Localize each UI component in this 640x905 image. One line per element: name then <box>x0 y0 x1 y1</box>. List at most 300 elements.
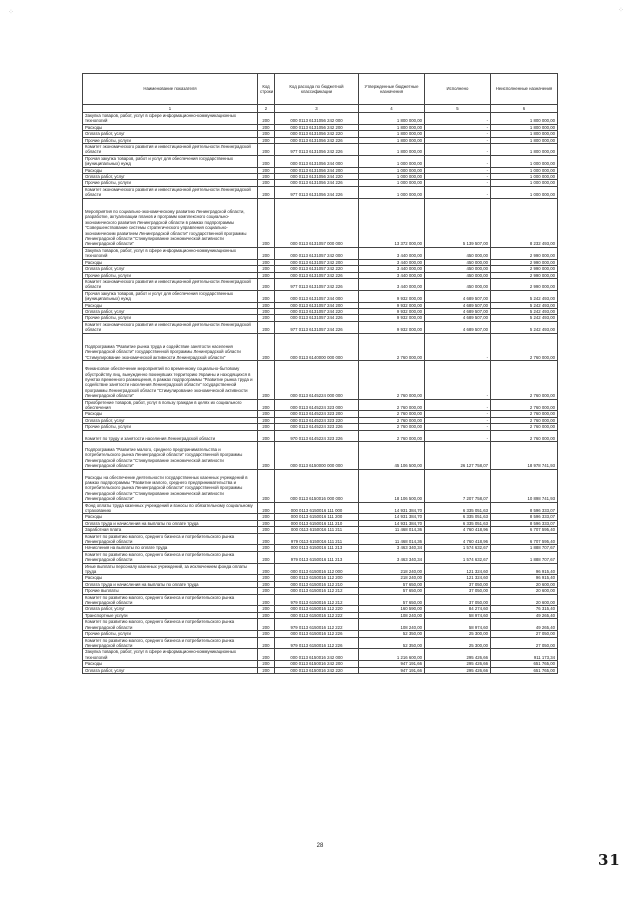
row-approved: 1 000 000,00 <box>359 174 425 180</box>
row-executed: 6 335 051,63 <box>425 514 491 520</box>
table-row <box>83 144 558 156</box>
row-name: Прочие работы, услуги <box>83 180 258 186</box>
row-unexecuted: 1 000 000,00 <box>491 167 558 173</box>
col-number: 6 <box>491 105 558 113</box>
row-line-code: 200 <box>258 520 275 526</box>
row-approved: 2 760 000,00 <box>359 417 425 423</box>
row-executed: 37 050,00 <box>425 594 491 606</box>
row-approved: 11 468 014,36 <box>359 533 425 545</box>
row-name: Прочие работы, услуги <box>83 137 258 143</box>
row-unexecuted: 5 242 493,00 <box>491 308 558 314</box>
col-number: 4 <box>359 105 425 113</box>
row-line-code: 200 <box>258 649 275 661</box>
table-row <box>83 186 558 198</box>
row-unexecuted: 1 800 000,00 <box>491 124 558 130</box>
row-unexecuted: 8 596 333,07 <box>491 502 558 514</box>
row-expense-code: 000 0113 6131057 000 000 <box>275 198 359 247</box>
row-line-code: 200 <box>258 321 275 333</box>
row-expense-code: 000 0113 6131056 242 000 <box>275 113 359 125</box>
row-expense-code: 000 0113 6145224 323 200 <box>275 411 359 417</box>
row-unexecuted: 2 760 000,00 <box>491 399 558 411</box>
row-approved: 3 463 340,34 <box>359 551 425 563</box>
table-row <box>83 619 558 631</box>
row-expense-code: 000 0113 6131057 242 000 <box>275 247 359 259</box>
row-unexecuted: 2 760 000,00 <box>491 424 558 430</box>
row-line-code: 200 <box>258 144 275 156</box>
row-unexecuted: 1 000 000,00 <box>491 174 558 180</box>
row-line-code: 200 <box>258 399 275 411</box>
row-name: Транспортные услуги <box>83 612 258 618</box>
row-unexecuted: 20 600,00 <box>491 594 558 606</box>
table-row <box>83 321 558 333</box>
row-line-code: 200 <box>258 619 275 631</box>
row-expense-code: 000 0113 6131057 244 220 <box>275 308 359 314</box>
row-unexecuted: 8 596 333,07 <box>491 520 558 526</box>
row-executed: 4 689 507,00 <box>425 315 491 321</box>
row-name: Комитет по развитию малого, среднего бизнеса и потребительского рынка Ленинградской области <box>83 619 258 631</box>
table-row <box>83 155 558 167</box>
row-unexecuted: 27 050,00 <box>491 637 558 649</box>
row-unexecuted: 20 600,00 <box>491 588 558 594</box>
row-approved: 1 800 000,00 <box>359 113 425 125</box>
row-expense-code: 979 0113 6150016 112 212 <box>275 594 359 606</box>
row-line-code: 200 <box>258 290 275 302</box>
row-executed: - <box>425 333 491 361</box>
row-line-code: 200 <box>258 588 275 594</box>
row-name: Комитет экономического развития и инвестиционной деятельности Ленинградской области <box>83 278 258 290</box>
row-expense-code: 000 0113 6150016 112 000 <box>275 563 359 575</box>
row-name: Оплата работ, услуг <box>83 308 258 314</box>
row-unexecuted: 2 990 000,00 <box>491 278 558 290</box>
row-name: Комитет по развитию малого, среднего бизнеса и потребительского рынка Ленинградской области <box>83 594 258 606</box>
table-header-row <box>83 74 558 105</box>
row-name: Комитет по развитию малого, среднего бизнеса и потребительского рынка Ленинградской области <box>83 637 258 649</box>
row-approved: 3 463 340,34 <box>359 545 425 551</box>
row-unexecuted: 2 760 000,00 <box>491 361 558 399</box>
row-executed: 4 689 507,00 <box>425 308 491 314</box>
table-row <box>83 278 558 290</box>
row-executed: 450 000,00 <box>425 247 491 259</box>
row-executed: 450 000,00 <box>425 266 491 272</box>
row-expense-code: 000 0113 6150016 111 211 <box>275 527 359 533</box>
row-executed: 121 324,60 <box>425 575 491 581</box>
row-approved: 14 931 384,70 <box>359 502 425 514</box>
row-expense-code: 000 0113 6145224 323 226 <box>275 424 359 430</box>
row-unexecuted: 1 888 707,67 <box>491 551 558 563</box>
row-approved: 14 931 384,70 <box>359 520 425 526</box>
row-unexecuted: 1 888 707,67 <box>491 545 558 551</box>
row-unexecuted: 10 898 741,93 <box>491 469 558 502</box>
row-line-code: 200 <box>258 411 275 417</box>
row-expense-code: 000 0113 6131057 242 226 <box>275 272 359 278</box>
row-executed: - <box>425 430 491 441</box>
row-name: Закупка товаров, работ, услуг в сфере информационно-коммуникационных технологий <box>83 649 258 661</box>
row-unexecuted: 20 600,00 <box>491 581 558 587</box>
row-approved: 2 760 000,00 <box>359 424 425 430</box>
row-executed: 4 760 418,96 <box>425 527 491 533</box>
row-unexecuted: 1 000 000,00 <box>491 155 558 167</box>
row-executed: - <box>425 174 491 180</box>
row-approved: 218 240,00 <box>359 563 425 575</box>
row-line-code: 200 <box>258 551 275 563</box>
row-executed: - <box>425 361 491 399</box>
row-executed: 450 000,00 <box>425 259 491 265</box>
row-executed: 37 050,00 <box>425 581 491 587</box>
row-name: Заработная плата <box>83 527 258 533</box>
row-name: Прочие работы, услуги <box>83 631 258 637</box>
row-executed: - <box>425 180 491 186</box>
row-executed: - <box>425 411 491 417</box>
row-expense-code: 977 0113 6131057 242 226 <box>275 278 359 290</box>
row-approved: 9 932 000,00 <box>359 315 425 321</box>
row-executed: 25 300,00 <box>425 637 491 649</box>
row-line-code: 200 <box>258 469 275 502</box>
row-name: Расходы <box>83 167 258 173</box>
row-name: Комитет экономического развития и инвестиционной деятельности Ленинградской области <box>83 144 258 156</box>
row-executed: - <box>425 167 491 173</box>
row-line-code: 200 <box>258 155 275 167</box>
row-line-code: 200 <box>258 606 275 612</box>
row-name: Комитет по развитию малого, среднего бизнеса и потребительского рынка Ленинградской области <box>83 551 258 563</box>
row-unexecuted: 6 707 595,40 <box>491 533 558 545</box>
row-executed: 450 000,00 <box>425 278 491 290</box>
row-name: Расходы <box>83 514 258 520</box>
row-line-code: 200 <box>258 430 275 441</box>
header-executed: Исполнено <box>425 74 491 105</box>
row-name: Оплата труда и начисления на выплаты по оплате труда <box>83 581 258 587</box>
row-name: Оплата работ, услуг <box>83 266 258 272</box>
row-name: Оплата работ, услуг <box>83 667 258 673</box>
row-executed: - <box>425 131 491 137</box>
row-name: Оплата работ, услуг <box>83 417 258 423</box>
row-unexecuted: 651 765,00 <box>491 661 558 667</box>
row-line-code: 200 <box>258 180 275 186</box>
row-name: Закупка товаров, работ, услуг в сфере информационно-коммуникационных технологий <box>83 113 258 125</box>
row-unexecuted: 1 800 000,00 <box>491 144 558 156</box>
table-row <box>83 441 558 469</box>
table-row <box>83 520 558 526</box>
row-executed: 450 000,00 <box>425 272 491 278</box>
row-approved: 52 350,00 <box>359 637 425 649</box>
row-expense-code: 000 0113 6131056 244 200 <box>275 167 359 173</box>
row-executed: 4 689 507,00 <box>425 290 491 302</box>
col-number: 5 <box>425 105 491 113</box>
row-name: Расходы <box>83 302 258 308</box>
row-executed: 6 335 051,63 <box>425 502 491 514</box>
row-name: Прочие выплаты <box>83 588 258 594</box>
row-approved: 2 760 000,00 <box>359 361 425 399</box>
row-name: Расходы <box>83 411 258 417</box>
row-line-code: 200 <box>258 308 275 314</box>
row-unexecuted: 1 800 000,00 <box>491 131 558 137</box>
row-approved: 1 000 000,00 <box>359 167 425 173</box>
row-expense-code: 977 0113 6131057 244 226 <box>275 321 359 333</box>
row-name: Прочие работы, услуги <box>83 424 258 430</box>
row-line-code: 200 <box>258 514 275 520</box>
row-executed: - <box>425 137 491 143</box>
row-expense-code: 000 0113 6131057 242 200 <box>275 259 359 265</box>
row-unexecuted: 18 978 741,93 <box>491 441 558 469</box>
row-unexecuted: 651 765,00 <box>491 667 558 673</box>
row-name: Подпрограмма "Развитие малого, среднего предпринимательства и потребительского рынка Ленинградской области" государственной программы Ленинградской области "Стимулирование экономической активности Ленинградской области" <box>83 441 258 469</box>
row-expense-code: 000 0113 6145224 323 220 <box>275 417 359 423</box>
row-approved: 1 800 000,00 <box>359 144 425 156</box>
row-expense-code: 000 0113 6150016 111 213 <box>275 545 359 551</box>
col-number: 3 <box>275 105 359 113</box>
row-expense-code: 000 0113 6131056 244 226 <box>275 180 359 186</box>
row-unexecuted: 911 173,34 <box>491 649 558 661</box>
row-line-code: 200 <box>258 131 275 137</box>
row-name: Подпрограмма "Развитие рынка труда и содействие занятости населения Ленинградской области" государственной программы Ленинградской области "Стимулирование экономической активности Ленинградской области" <box>83 333 258 361</box>
row-name: Расходы <box>83 661 258 667</box>
row-approved: 160 590,00 <box>359 606 425 612</box>
table-row <box>83 198 558 247</box>
row-line-code: 200 <box>258 272 275 278</box>
table-row <box>83 113 558 125</box>
row-approved: 1 216 600,00 <box>359 649 425 661</box>
row-expense-code: 000 0113 6145224 323 000 <box>275 399 359 411</box>
row-approved: 3 440 000,00 <box>359 247 425 259</box>
row-approved: 9 932 000,00 <box>359 308 425 314</box>
sheet-stamp-number: 31 <box>598 851 621 869</box>
row-unexecuted: 2 760 000,00 <box>491 411 558 417</box>
row-expense-code: 000 0113 6131057 242 220 <box>275 266 359 272</box>
row-unexecuted: 2 990 000,00 <box>491 247 558 259</box>
row-line-code: 200 <box>258 417 275 423</box>
row-line-code: 200 <box>258 113 275 125</box>
row-expense-code: 000 0113 6131057 244 226 <box>275 315 359 321</box>
row-name: Расходы <box>83 259 258 265</box>
table-row <box>83 469 558 502</box>
table-row <box>83 545 558 551</box>
row-approved: 57 650,00 <box>359 588 425 594</box>
row-unexecuted: 2 760 000,00 <box>491 417 558 423</box>
row-unexecuted: 96 915,40 <box>491 575 558 581</box>
row-expense-code: 979 0113 6150016 111 213 <box>275 551 359 563</box>
row-expense-code: 000 0113 6131057 244 000 <box>275 290 359 302</box>
row-executed: - <box>425 417 491 423</box>
row-unexecuted: 2 990 000,00 <box>491 266 558 272</box>
row-line-code: 200 <box>258 545 275 551</box>
header-unexecuted: Неисполненные назначения <box>491 74 558 105</box>
column-number-row <box>83 105 558 113</box>
row-approved: 9 932 000,00 <box>359 302 425 308</box>
table-row <box>83 533 558 545</box>
scan-mark: ⁘ <box>618 7 624 14</box>
row-approved: 108 240,00 <box>359 612 425 618</box>
table-row <box>83 667 558 673</box>
table-row <box>83 399 558 411</box>
row-unexecuted: 5 242 493,00 <box>491 321 558 333</box>
row-line-code: 200 <box>258 575 275 581</box>
row-expense-code: 000 0113 6150016 112 220 <box>275 606 359 612</box>
row-approved: 57 650,00 <box>359 581 425 587</box>
row-expense-code: 000 0113 6150016 111 000 <box>275 502 359 514</box>
row-line-code: 200 <box>258 315 275 321</box>
row-approved: 9 932 000,00 <box>359 290 425 302</box>
row-expense-code: 000 0113 6150016 111 210 <box>275 520 359 526</box>
row-line-code: 200 <box>258 361 275 399</box>
row-expense-code: 970 0113 6145224 323 226 <box>275 430 359 441</box>
row-executed: - <box>425 113 491 125</box>
row-executed: 295 426,66 <box>425 661 491 667</box>
row-approved: 3 440 000,00 <box>359 259 425 265</box>
row-name: Фонд оплаты труда казенных учреждений и взносы по обязательному социальному страхованию <box>83 502 258 514</box>
row-approved: 57 650,00 <box>359 594 425 606</box>
row-name: Мероприятия по социально-экономическому развитию Ленинградской области, разработке, актуализации планов и программ комплексного социально-экономического развития Ленинградской области в рамках подпрограммы "Совершенствование системы стратегического управления социально-экономическим развитием Ленинградской области" государственной программы Ленинградской области "Стимулирование экономической активности Ленинградской области" <box>83 198 258 247</box>
row-line-code: 200 <box>258 563 275 575</box>
row-name: Оплата работ, услуг <box>83 606 258 612</box>
row-line-code: 200 <box>258 259 275 265</box>
row-name: Финансовое обеспечение мероприятий по временному социально-бытовому обустройству лиц, вынужденно покинувших территорию Украины и находящихся в пунктах временного размещения, в рамках подпрограммы "Развитие рынка труда и содействие занятости населения Ленинградской области" государственной программы Ленинградской области "Стимулирование экономической активности Ленинградской области" <box>83 361 258 399</box>
row-executed: 58 974,60 <box>425 612 491 618</box>
scan-mark: ⁘ <box>8 9 14 16</box>
row-line-code: 200 <box>258 661 275 667</box>
row-executed: 26 127 758,07 <box>425 441 491 469</box>
row-approved: 1 800 000,00 <box>359 124 425 130</box>
row-expense-code: 000 0113 6131056 242 200 <box>275 124 359 130</box>
row-executed: - <box>425 124 491 130</box>
row-expense-code: 000 0113 6150000 000 000 <box>275 441 359 469</box>
table-row <box>83 430 558 441</box>
row-approved: 2 760 000,00 <box>359 430 425 441</box>
row-executed: 4 689 507,00 <box>425 302 491 308</box>
row-line-code: 200 <box>258 333 275 361</box>
row-executed: - <box>425 186 491 198</box>
table-row <box>83 333 558 361</box>
row-unexecuted: 1 000 000,00 <box>491 186 558 198</box>
row-approved: 947 191,66 <box>359 661 425 667</box>
table-row <box>83 551 558 563</box>
row-executed: 295 426,66 <box>425 649 491 661</box>
row-approved: 947 191,66 <box>359 667 425 673</box>
row-executed: - <box>425 424 491 430</box>
row-approved: 2 760 000,00 <box>359 399 425 411</box>
row-expense-code: 000 0113 6131057 244 200 <box>275 302 359 308</box>
row-executed: - <box>425 144 491 156</box>
row-unexecuted: 1 800 000,00 <box>491 137 558 143</box>
row-line-code: 200 <box>258 278 275 290</box>
row-expense-code: 000 0113 6150016 112 226 <box>275 631 359 637</box>
row-approved: 108 240,00 <box>359 619 425 631</box>
table-row <box>83 637 558 649</box>
row-expense-code: 000 0113 6131056 244 220 <box>275 174 359 180</box>
row-approved: 2 760 000,00 <box>359 411 425 417</box>
row-approved: 1 800 000,00 <box>359 131 425 137</box>
row-unexecuted: 8 232 493,00 <box>491 198 558 247</box>
row-approved: 52 350,00 <box>359 631 425 637</box>
row-name: Комитет по труду и занятости населения Ленинградской области <box>83 430 258 441</box>
row-unexecuted: 1 800 000,00 <box>491 113 558 125</box>
table-row <box>83 502 558 514</box>
row-unexecuted: 49 265,40 <box>491 619 558 631</box>
row-name: Начисления на выплаты по оплате труда <box>83 545 258 551</box>
page-number: 28 <box>316 843 324 849</box>
row-executed: 4 689 507,00 <box>425 321 491 333</box>
row-line-code: 200 <box>258 424 275 430</box>
row-expense-code: 000 0113 6145224 000 000 <box>275 361 359 399</box>
row-approved: 3 440 000,00 <box>359 272 425 278</box>
row-unexecuted: 5 242 493,00 <box>491 315 558 321</box>
budget-execution-table <box>82 73 558 674</box>
row-name: Комитет экономического развития и инвестиционной деятельности Ленинградской области <box>83 321 258 333</box>
row-line-code: 200 <box>258 124 275 130</box>
row-line-code: 200 <box>258 533 275 545</box>
row-unexecuted: 5 242 493,00 <box>491 290 558 302</box>
row-name: Комитет экономического развития и инвестиционной деятельности Ленинградской области <box>83 186 258 198</box>
row-approved: 1 800 000,00 <box>359 137 425 143</box>
row-line-code: 200 <box>258 186 275 198</box>
row-unexecuted: 2 760 000,00 <box>491 333 558 361</box>
row-executed: 25 300,00 <box>425 631 491 637</box>
row-line-code: 200 <box>258 441 275 469</box>
row-name: Комитет по развитию малого, среднего бизнеса и потребительского рынка Ленинградской области <box>83 533 258 545</box>
row-line-code: 200 <box>258 612 275 618</box>
row-expense-code: 977 0113 6131056 242 226 <box>275 144 359 156</box>
row-approved: 9 932 000,00 <box>359 321 425 333</box>
row-name: Прочие работы, услуги <box>83 315 258 321</box>
table-row <box>83 361 558 399</box>
row-name: Оплата работ, услуг <box>83 131 258 137</box>
row-expense-code: 000 0113 6150016 112 212 <box>275 588 359 594</box>
row-executed: 4 760 418,96 <box>425 533 491 545</box>
row-expense-code: 979 0113 6150016 112 222 <box>275 619 359 631</box>
table-row <box>83 247 558 259</box>
row-expense-code: 000 0113 6131056 244 000 <box>275 155 359 167</box>
col-number: 2 <box>258 105 275 113</box>
row-executed: 7 207 758,07 <box>425 469 491 502</box>
header-line-code: Код строки <box>258 74 275 105</box>
row-executed: 5 139 507,00 <box>425 198 491 247</box>
row-name: Расходы на обеспечение деятельности государственных казенных учреждений в рамках подпрограммы "Развитие малого, среднего предпринимательства и потребительского рынка Ленинградской области" государственной программы Ленинградской области "Стимулирование экономической активности Ленинградской области" <box>83 469 258 502</box>
row-line-code: 200 <box>258 198 275 247</box>
row-unexecuted: 1 000 000,00 <box>491 180 558 186</box>
row-name: Прочая закупка товаров, работ и услуг для обеспечения государственных (муниципальных) нужд <box>83 155 258 167</box>
row-approved: 1 000 000,00 <box>359 186 425 198</box>
row-executed: 84 274,60 <box>425 606 491 612</box>
row-unexecuted: 6 707 595,40 <box>491 527 558 533</box>
row-executed: 58 974,60 <box>425 619 491 631</box>
row-unexecuted: 96 915,40 <box>491 563 558 575</box>
row-approved: 218 240,00 <box>359 575 425 581</box>
row-line-code: 200 <box>258 667 275 673</box>
table-row <box>83 290 558 302</box>
row-approved: 18 106 500,00 <box>359 469 425 502</box>
table-row <box>83 563 558 575</box>
row-approved: 11 468 014,36 <box>359 527 425 533</box>
row-line-code: 200 <box>258 581 275 587</box>
row-name: Оплата труда и начисления на выплаты по оплате труда <box>83 520 258 526</box>
row-expense-code: 979 0113 6150016 111 211 <box>275 533 359 545</box>
row-expense-code: 000 0113 6150016 112 200 <box>275 575 359 581</box>
row-approved: 3 440 000,00 <box>359 278 425 290</box>
row-executed: 121 324,60 <box>425 563 491 575</box>
row-line-code: 200 <box>258 631 275 637</box>
row-expense-code: 000 0113 6150016 112 222 <box>275 612 359 618</box>
row-line-code: 200 <box>258 302 275 308</box>
report-sheet <box>82 73 557 674</box>
row-unexecuted: 2 990 000,00 <box>491 272 558 278</box>
header-approved: Утвержденные бюджетные назначения <box>359 74 425 105</box>
row-approved: 3 440 000,00 <box>359 266 425 272</box>
row-line-code: 200 <box>258 167 275 173</box>
row-executed: 1 574 632,67 <box>425 551 491 563</box>
row-approved: 14 931 384,70 <box>359 514 425 520</box>
row-expense-code: 000 0113 6150016 000 000 <box>275 469 359 502</box>
row-line-code: 200 <box>258 247 275 259</box>
row-expense-code: 977 0113 6131056 244 226 <box>275 186 359 198</box>
row-name: Расходы <box>83 124 258 130</box>
